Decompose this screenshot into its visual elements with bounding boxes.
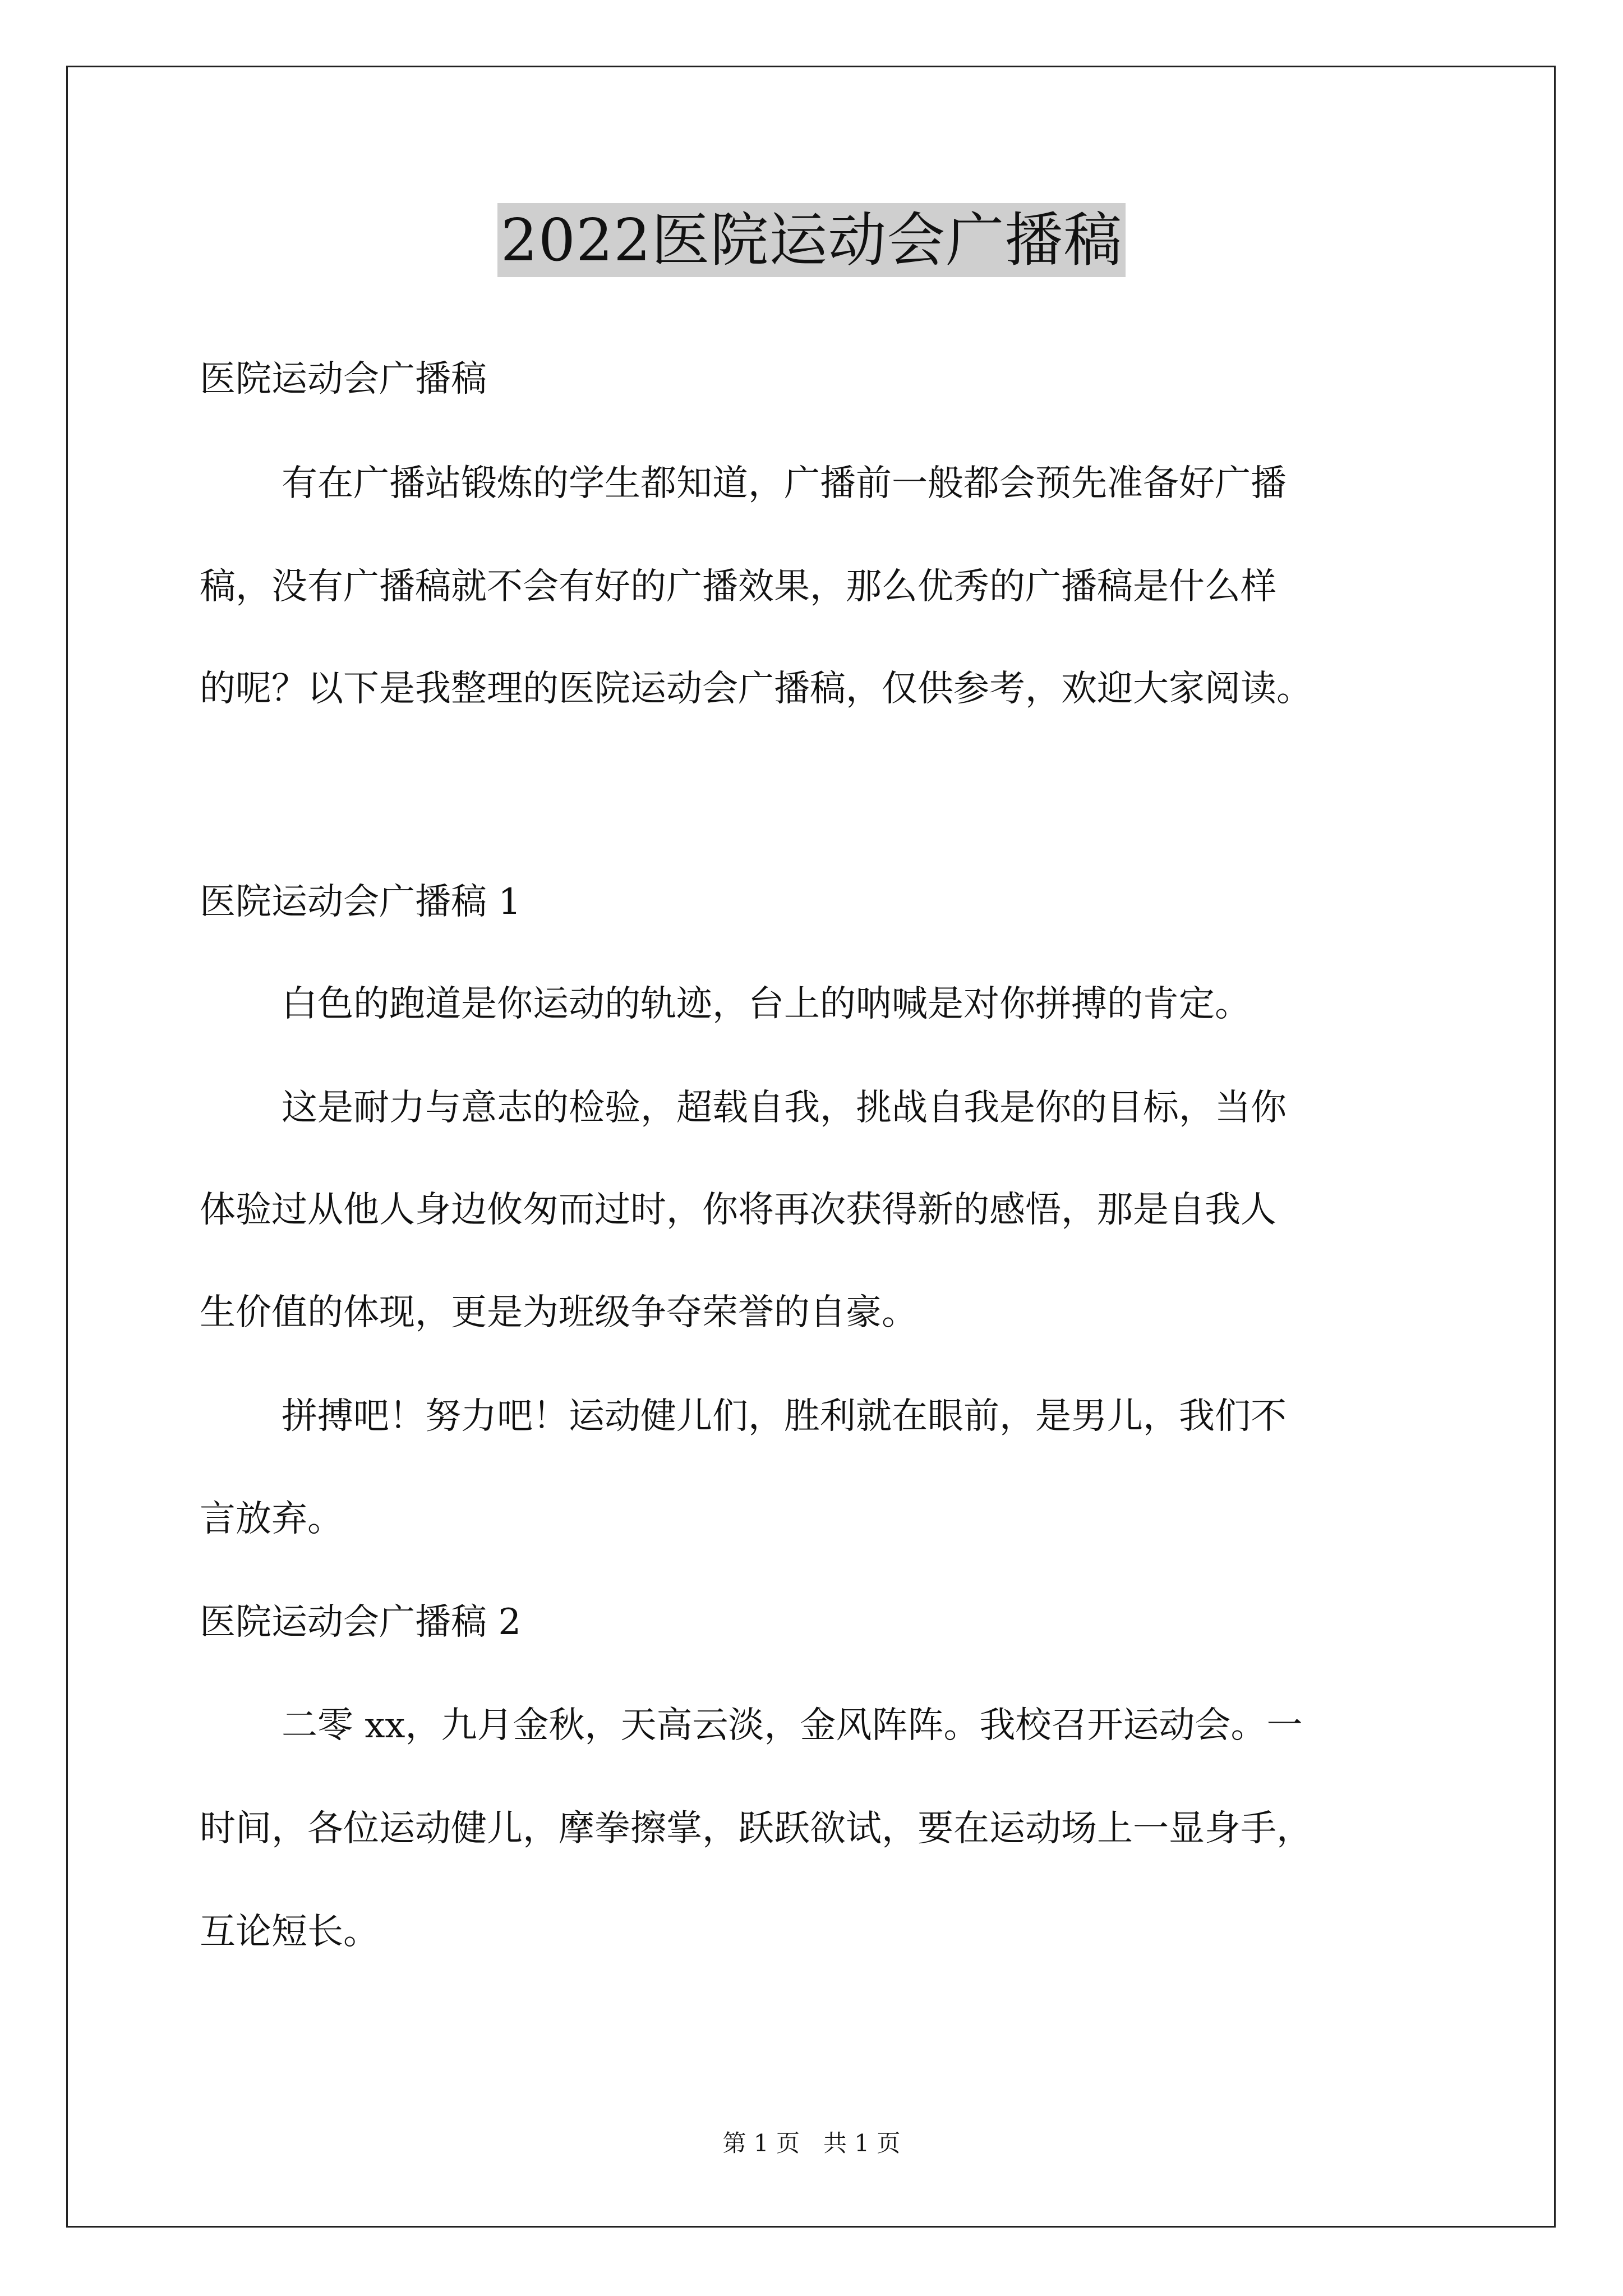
intro-heading: 医院运动会广播稿 xyxy=(200,358,487,400)
body-line: 互论短长。 xyxy=(200,1911,379,1953)
body-line: 的呢？以下是我整理的医院运动会广播稿，仅供参考，欢迎大家阅读。 xyxy=(200,668,1312,710)
document-title: 2022医院运动会广播稿 xyxy=(497,203,1126,277)
body-line: 白色的跑道是你运动的轨迹，台上的呐喊是对你拼搏的肯定。 xyxy=(282,983,1251,1025)
body-line: 时间，各位运动健儿，摩拳擦掌，跃跃欲试，要在运动场上一显身手， xyxy=(200,1808,1312,1849)
title-container xyxy=(0,203,1623,277)
body-line: 生价值的体现，更是为班级争夺荣誉的自豪。 xyxy=(200,1292,917,1333)
body-line: 稿，没有广播稿就不会有好的广播效果，那么优秀的广播稿是什么样 xyxy=(200,566,1276,608)
body-line: 言放弃。 xyxy=(200,1498,343,1540)
page-footer: 第 1 页 共 1 页 xyxy=(722,2129,901,2157)
body-line: 体验过从他人身边攸匆而过时，你将再次获得新的感悟，那是自我人 xyxy=(200,1189,1276,1231)
body-line: 拼搏吧！努力吧！运动健儿们，胜利就在眼前，是男儿，我们不 xyxy=(282,1396,1287,1437)
section-heading-1: 医院运动会广播稿 1 xyxy=(200,881,522,923)
body-line: 这是耐力与意志的检验，超载自我，挑战自我是你的目标，当你 xyxy=(282,1087,1287,1129)
body-line: 有在广播站锻炼的学生都知道，广播前一般都会预先准备好广播 xyxy=(282,463,1287,504)
body-line: 二零 xx，九月金秋，天高云淡，金风阵阵。我校召开运动会。一 xyxy=(282,1705,1303,1746)
section-heading-2: 医院运动会广播稿 2 xyxy=(200,1602,522,1643)
